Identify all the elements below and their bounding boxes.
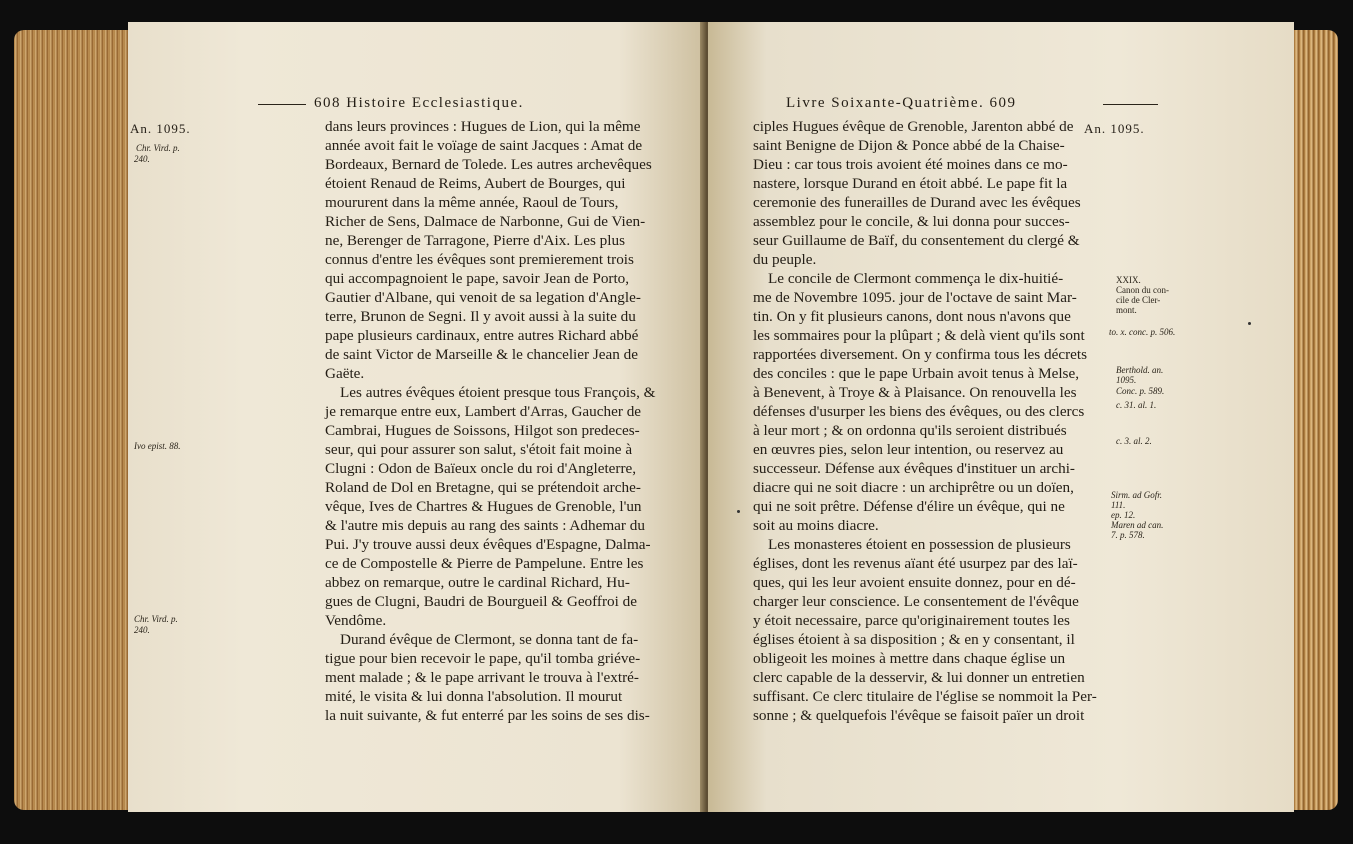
text-line: Le concile de Clermont commença le dix-huitié- bbox=[768, 270, 1064, 287]
year-marker: An. 1095. bbox=[1084, 121, 1145, 136]
text-line: ceremonie des funerailles de Durand avec les évêques bbox=[753, 194, 1081, 211]
text-line: Pui. J'y trouve aussi deux évêques d'Espagne, Dalma- bbox=[325, 536, 651, 553]
margin-note: c. 3. al. 2. bbox=[1116, 436, 1152, 446]
margin-note: Sirm. ad Gofr. bbox=[1111, 490, 1163, 500]
text-line: successeur. Défense aux évêques d'instituer un archi- bbox=[753, 460, 1075, 477]
text-line: terre, Brunon de Segni. Il y avoit aussi à la suite du bbox=[325, 308, 636, 325]
text-line: Les monasteres étoient en possession de plusieurs bbox=[768, 536, 1071, 553]
text-line: tin. On y fit plusieurs canons, dont nous n'avons que bbox=[753, 308, 1071, 325]
text-line: diacre qui ne soit diacre : un archiprêtre ou un doïen, bbox=[753, 479, 1074, 496]
text-line: dans leurs provinces : Hugues de Lion, qui la même bbox=[325, 118, 641, 135]
text-line: qui ne soit prêtre. Défense d'élire un évêque, qui ne bbox=[753, 498, 1065, 515]
margin-note: 1095. bbox=[1116, 375, 1137, 385]
margin-note: c. 31. al. 1. bbox=[1116, 400, 1157, 410]
margin-note: Maren ad can. bbox=[1111, 520, 1164, 530]
text-line: charger leur conscience. Le consentement de l'évêque bbox=[753, 593, 1079, 610]
text-line: Clugni : Odon de Baïeux oncle du roi d'Angleterre, bbox=[325, 460, 637, 477]
text-line: nastere, lorsque Durand en étoit abbé. Le pape fit la bbox=[753, 175, 1068, 192]
text-line: seur Guillaume de Baïf, du consentement du clergé & bbox=[753, 232, 1080, 249]
text-line: à Benevent, à Troye & à Plaisance. On renouvella les bbox=[753, 384, 1077, 401]
margin-note: Canon du con- bbox=[1116, 285, 1169, 295]
text-line: en œuvres pies, selon leur intention, ou reservez au bbox=[753, 441, 1064, 458]
margin-note: 240. bbox=[134, 625, 150, 635]
text-line: sonne ; & quelquefois l'évêque se faisoit païer un droit bbox=[753, 707, 1085, 724]
text-line: vêque, Ives de Chartres & Hugues de Grenoble, l'un bbox=[325, 498, 642, 515]
margin-note: Chr. Vird. p. bbox=[136, 143, 180, 153]
margin-note: 240. bbox=[134, 154, 150, 164]
text-line: ciples Hugues évêque de Grenoble, Jarenton abbé de bbox=[753, 118, 1074, 135]
text-line: assemblez pour le concile, & lui donna pour succes- bbox=[753, 213, 1070, 230]
page-header: 608 Histoire Ecclesiastique. bbox=[314, 95, 524, 111]
margin-note: Berthold. an. bbox=[1116, 365, 1164, 375]
text-line: soit au moins diacre. bbox=[753, 517, 879, 534]
margin-note: cile de Cler- bbox=[1116, 295, 1161, 305]
margin-note: Chr. Vird. p. bbox=[134, 614, 178, 624]
text-line: Bordeaux, Bernard de Tolede. Les autres archevêques bbox=[325, 156, 652, 173]
text-line: pape plusieurs cardinaux, entre autres Richard abbé bbox=[325, 327, 639, 344]
left-page-edges bbox=[14, 30, 134, 810]
text-line: Vendôme. bbox=[325, 612, 387, 629]
text-line: qui accompagnoient le pape, savoir Jean de Porto, bbox=[325, 270, 630, 287]
text-line: Cambrai, Hugues de Soissons, Hilgot son predeces- bbox=[325, 422, 640, 439]
page-header: Livre Soixante-Quatrième. 609 bbox=[786, 95, 1017, 111]
text-line: de saint Victor de Marseille & le chancelier Jean de bbox=[325, 346, 638, 363]
text-line: je remarque entre eux, Lambert d'Arras, Gaucher de bbox=[325, 403, 642, 420]
text-line: mité, le visita & lui donna l'absolution. Il mourut bbox=[325, 688, 623, 705]
text-line: Dieu : car tous trois avoient été moines dans ce mo- bbox=[753, 156, 1068, 173]
text-line: les sommaires pour la plûpart ; & delà vient qu'ils sont bbox=[753, 327, 1085, 344]
text-line: ment malade ; & le pape arrivant le trouva à l'extré- bbox=[325, 669, 639, 686]
text-line: y étoit necessaire, parce qu'originairement toutes les bbox=[753, 612, 1070, 629]
text-line: suffisant. Ce clerc titulaire de l'église se nommoit la Per- bbox=[753, 688, 1097, 705]
text-line: rapportées diversement. On y confirma tous les décrets bbox=[753, 346, 1088, 363]
margin-note: to. x. conc. p. 506. bbox=[1109, 327, 1176, 337]
text-line: obligeoit les moines à mettre dans chaque église un bbox=[753, 650, 1066, 667]
margin-note: 7. p. 578. bbox=[1111, 530, 1145, 540]
text-line: clerc capable de la desservir, & lui donner un entretien bbox=[753, 669, 1085, 686]
text-line: Richer de Sens, Dalmace de Narbonne, Gui de Vien- bbox=[325, 213, 646, 230]
margin-note: ep. 12. bbox=[1111, 510, 1136, 520]
text-line: Gautier d'Albane, qui venoit de sa legation d'Angle- bbox=[325, 289, 641, 306]
margin-note: Ivo epist. 88. bbox=[134, 441, 181, 451]
text-line: année avoit fait le voïage de saint Jacques : Amat de bbox=[325, 137, 643, 154]
text-line: Gaëte. bbox=[325, 365, 365, 382]
text-line: du peuple. bbox=[753, 251, 817, 268]
margin-note: XXIX. bbox=[1116, 275, 1141, 285]
header-rule bbox=[1103, 104, 1158, 105]
text-line: connus d'entre les évêques sont premierement trois bbox=[325, 251, 634, 268]
text-line: églises, dont les revenus aïant été usurpez par des laï- bbox=[753, 555, 1078, 572]
text-line: à leur mort ; & on ordonna qu'ils seroient distribués bbox=[753, 422, 1067, 439]
text-line: saint Benigne de Dijon & Ponce abbé de la Chaise- bbox=[753, 137, 1065, 154]
margin-note: Conc. p. 589. bbox=[1116, 386, 1165, 396]
text-line: me de Novembre 1095. jour de l'octave de saint Mar- bbox=[753, 289, 1077, 306]
margin-note: 111. bbox=[1111, 500, 1126, 510]
text-line: la nuit suivante, & fut enterré par les soins de ses dis- bbox=[325, 707, 650, 724]
margin-note: mont. bbox=[1116, 305, 1137, 315]
text-line: tigue pour bien recevoir le pape, qu'il tomba griéve- bbox=[325, 650, 641, 667]
text-line: seur, qui pour assurer son salut, s'étoit fait moine à bbox=[325, 441, 633, 458]
text-line: des conciles : que le pape Urbain avoit tenus à Melse, bbox=[753, 365, 1080, 382]
year-marker: An. 1095. bbox=[130, 121, 191, 136]
right-page bbox=[708, 22, 1294, 812]
text-line: & l'autre mis depuis au rang des saints : Adhemar du bbox=[325, 517, 645, 534]
text-line: ques, qui les leur avoient ensuite donnez, pour en dé- bbox=[753, 574, 1076, 591]
right-page-edges bbox=[1290, 30, 1338, 810]
left-page bbox=[128, 22, 705, 812]
text-line: défenses d'usurper les biens des évêques, ou des clercs bbox=[753, 403, 1085, 420]
text-line: églises étoient à sa disposition ; & en y consentant, il bbox=[753, 631, 1075, 648]
text-line: gues de Clugni, Baudri de Bourgueil & Geoffroi de bbox=[325, 593, 637, 610]
ink-dot bbox=[737, 510, 740, 513]
text-line: Roland de Dol en Bretagne, qui se prétendoit arche- bbox=[325, 479, 641, 496]
text-line: moururent dans la même année, Raoul de Tours, bbox=[325, 194, 619, 211]
text-line: ce de Compostelle & Pierre de Pampelune. Entre les bbox=[325, 555, 644, 572]
header-rule bbox=[258, 104, 306, 105]
text-line: abbez on remarque, outre le cardinal Richard, Hu- bbox=[325, 574, 630, 591]
text-line: Durand évêque de Clermont, se donna tant de fa- bbox=[340, 631, 639, 648]
ink-dot bbox=[1248, 322, 1251, 325]
text-line: Les autres évêques étoient presque tous François, & bbox=[340, 384, 656, 401]
text-line: étoient Renaud de Reims, Aubert de Bourges, qui bbox=[325, 175, 626, 192]
text-line: ne, Berenger de Tarragone, Pierre d'Aix. Les plus bbox=[325, 232, 625, 249]
